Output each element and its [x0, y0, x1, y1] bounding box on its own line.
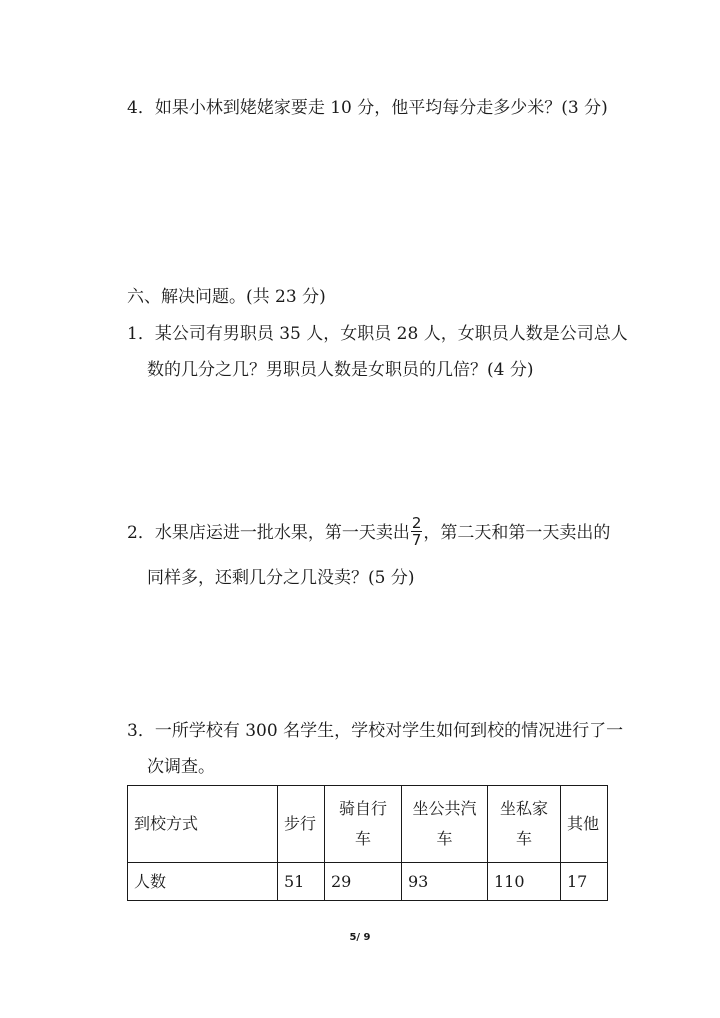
bike-count-cell: 29: [325, 863, 402, 901]
fraction-numerator: 2: [411, 514, 422, 532]
bus-count-cell: 93: [402, 863, 488, 901]
problem-3-line-2: 次调查。: [147, 757, 215, 777]
problem-1-line-2: 数的几分之几？男职员人数是女职员的几倍？(4 分): [147, 360, 534, 380]
header-bus-line-2: 车: [436, 829, 453, 848]
problem-2-text-before: 2．水果店运进一批水果，第一天卖出: [127, 523, 410, 543]
commute-survey-table: [127, 785, 608, 901]
header-bus-line-1: 坐公共汽: [412, 799, 477, 818]
header-bike-line-1: 骑自行: [338, 799, 387, 818]
header-car-cell: [488, 786, 561, 863]
table-header-row: [128, 786, 608, 863]
page-number: 5/ 9: [349, 932, 371, 943]
header-bike-cell: [325, 786, 402, 863]
problem-2-line-1: [127, 514, 611, 550]
header-car-line-2: 车: [515, 829, 532, 848]
walk-count-cell: 51: [278, 863, 325, 901]
problem-2-line-2: 同样多，还剩几分之几没卖？(5 分): [147, 568, 415, 588]
question-4: 4．如果小林到姥姥家要走 10 分，他平均每分走多少米？(3 分): [127, 98, 608, 118]
fraction-denominator: 7: [411, 531, 422, 549]
car-count-cell: 110: [488, 863, 561, 901]
header-label-cell: 到校方式: [128, 786, 278, 863]
row-label-cell: 人数: [128, 863, 278, 901]
other-count-cell: 17: [561, 863, 608, 901]
problem-3-line-1: 3．一所学校有 300 名学生，学校对学生如何到校的情况进行了一: [127, 721, 624, 741]
header-walk-cell: 步行: [278, 786, 325, 863]
header-car-line-1: 坐私家: [499, 799, 548, 818]
table-row: [128, 863, 608, 901]
header-bus-cell: [402, 786, 488, 863]
section-6-heading: 六、解决问题。(共 23 分): [127, 287, 326, 307]
header-bike-line-2: 车: [354, 829, 371, 848]
fraction-two-sevenths: [411, 515, 423, 548]
header-other-cell: 其他: [561, 786, 608, 863]
problem-2-text-after: ，第二天和第一天卖出的: [423, 523, 611, 543]
problem-1-line-1: 1．某公司有男职员 35 人，女职员 28 人，女职员人数是公司总人: [127, 324, 628, 344]
